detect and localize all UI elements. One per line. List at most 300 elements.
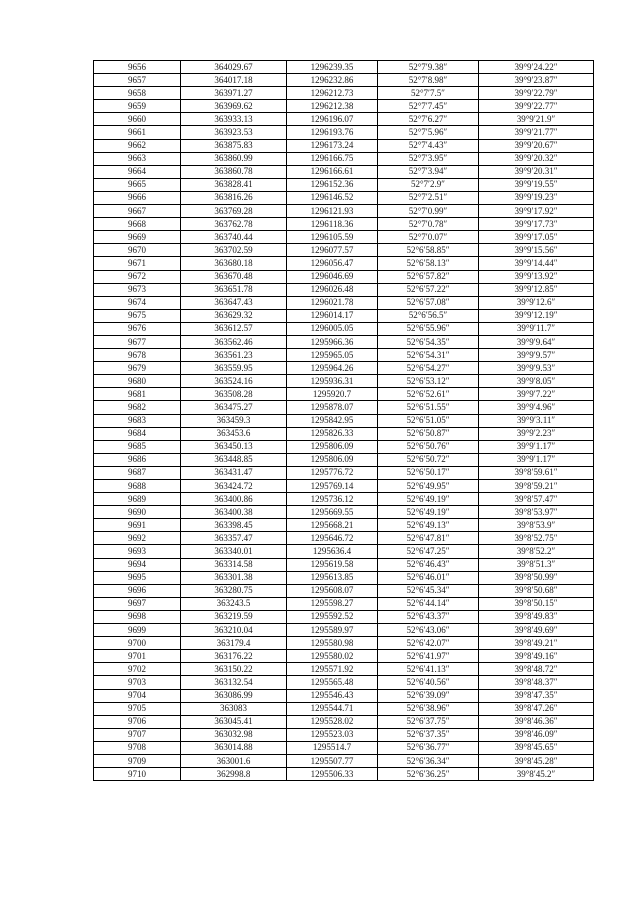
- longitude-cell: 39°9′11.7″: [479, 322, 594, 335]
- point-number-cell: 9692: [94, 532, 181, 545]
- table-row: [94, 349, 594, 362]
- table-row: [94, 375, 594, 388]
- x-coordinate-cell: 363132.54: [181, 676, 287, 689]
- y-coordinate-cell: 1295826.33: [287, 427, 378, 440]
- x-coordinate-cell: 363086.99: [181, 689, 287, 702]
- latitude-cell: 52°6′46.01″: [378, 571, 479, 584]
- table-row: [94, 453, 594, 466]
- x-coordinate-cell: 363647.43: [181, 296, 287, 309]
- latitude-cell: 52°6′36.77″: [378, 741, 479, 754]
- y-coordinate-cell: 1295528.02: [287, 715, 378, 728]
- table-row: [94, 322, 594, 335]
- longitude-cell: 39°9′12.85″: [479, 283, 594, 296]
- table-row: [94, 205, 594, 218]
- x-coordinate-cell: 363459.3: [181, 414, 287, 427]
- x-coordinate-cell: 364029.67: [181, 61, 287, 74]
- point-number-cell: 9661: [94, 126, 181, 139]
- longitude-cell: 39°9′8.05″: [479, 375, 594, 388]
- point-number-cell: 9709: [94, 754, 181, 767]
- point-number-cell: 9662: [94, 139, 181, 152]
- longitude-cell: 39°8′48.72″: [479, 663, 594, 676]
- point-number-cell: 9701: [94, 650, 181, 663]
- y-coordinate-cell: 1296232.86: [287, 74, 378, 87]
- x-coordinate-cell: 363176.22: [181, 650, 287, 663]
- latitude-cell: 52°6′46.43″: [378, 558, 479, 571]
- point-number-cell: 9710: [94, 768, 181, 781]
- longitude-cell: 39°8′45.28″: [479, 754, 594, 767]
- point-number-cell: 9660: [94, 113, 181, 126]
- point-number-cell: 9697: [94, 597, 181, 610]
- point-number-cell: 9681: [94, 388, 181, 401]
- longitude-cell: 39°9′9.64″: [479, 335, 594, 348]
- x-coordinate-cell: 363453.6: [181, 427, 287, 440]
- y-coordinate-cell: 1296077.57: [287, 244, 378, 257]
- table-row: [94, 768, 594, 781]
- x-coordinate-cell: 363680.18: [181, 257, 287, 270]
- x-coordinate-cell: 363629.32: [181, 309, 287, 322]
- latitude-cell: 52°6′41.97″: [378, 650, 479, 663]
- y-coordinate-cell: 1295523.03: [287, 728, 378, 741]
- longitude-cell: 39°9′22.77″: [479, 100, 594, 113]
- point-number-cell: 9690: [94, 506, 181, 519]
- longitude-cell: 39°9′20.32″: [479, 152, 594, 165]
- point-number-cell: 9686: [94, 453, 181, 466]
- table-row: [94, 61, 594, 74]
- latitude-cell: 52°7′2.9″: [378, 178, 479, 191]
- latitude-cell: 52°6′43.06″: [378, 624, 479, 637]
- longitude-cell: 39°8′46.36″: [479, 715, 594, 728]
- longitude-cell: 39°9′13.92″: [479, 270, 594, 283]
- y-coordinate-cell: 1295514.7: [287, 741, 378, 754]
- x-coordinate-cell: 363562.46: [181, 335, 287, 348]
- latitude-cell: 52°7′7.45″: [378, 100, 479, 113]
- latitude-cell: 52°6′55.96″: [378, 322, 479, 335]
- table-row: [94, 702, 594, 715]
- table-row: [94, 466, 594, 479]
- table-row: [94, 165, 594, 178]
- y-coordinate-cell: 1295608.07: [287, 584, 378, 597]
- latitude-cell: 52°6′41.13″: [378, 663, 479, 676]
- latitude-cell: 52°6′54.27″: [378, 362, 479, 375]
- x-coordinate-cell: 363398.45: [181, 519, 287, 532]
- longitude-cell: 39°9′9.57″: [479, 349, 594, 362]
- x-coordinate-cell: 363933.13: [181, 113, 287, 126]
- longitude-cell: 39°9′9.53″: [479, 362, 594, 375]
- point-number-cell: 9698: [94, 610, 181, 623]
- x-coordinate-cell: 363475.27: [181, 401, 287, 414]
- point-number-cell: 9658: [94, 87, 181, 100]
- x-coordinate-cell: 363045.41: [181, 715, 287, 728]
- y-coordinate-cell: 1296005.05: [287, 322, 378, 335]
- table-row: [94, 610, 594, 623]
- x-coordinate-cell: 363508.28: [181, 388, 287, 401]
- latitude-cell: 52°7′0.99″: [378, 205, 479, 218]
- y-coordinate-cell: 1296212.73: [287, 87, 378, 100]
- table-row: [94, 741, 594, 754]
- y-coordinate-cell: 1295964.26: [287, 362, 378, 375]
- latitude-cell: 52°6′40.56″: [378, 676, 479, 689]
- point-number-cell: 9687: [94, 466, 181, 479]
- y-coordinate-cell: 1295769.14: [287, 480, 378, 493]
- y-coordinate-cell: 1296212.38: [287, 100, 378, 113]
- y-coordinate-cell: 1295571.92: [287, 663, 378, 676]
- table-row: [94, 296, 594, 309]
- longitude-cell: 39°8′45.65″: [479, 741, 594, 754]
- longitude-cell: 39°9′19.23″: [479, 191, 594, 204]
- longitude-cell: 39°8′50.68″: [479, 584, 594, 597]
- x-coordinate-cell: 362998.8: [181, 768, 287, 781]
- table-row: [94, 558, 594, 571]
- x-coordinate-cell: 363431.47: [181, 466, 287, 479]
- longitude-cell: 39°8′52.75″: [479, 532, 594, 545]
- table-row: [94, 113, 594, 126]
- x-coordinate-cell: 363210.04: [181, 624, 287, 637]
- table-row: [94, 689, 594, 702]
- point-number-cell: 9705: [94, 702, 181, 715]
- table-row: [94, 440, 594, 453]
- y-coordinate-cell: 1295920.7: [287, 388, 378, 401]
- y-coordinate-cell: 1296166.75: [287, 152, 378, 165]
- y-coordinate-cell: 1295507.77: [287, 754, 378, 767]
- y-coordinate-cell: 1296193.76: [287, 126, 378, 139]
- table-row: [94, 571, 594, 584]
- y-coordinate-cell: 1295806.09: [287, 453, 378, 466]
- table-row: [94, 152, 594, 165]
- point-number-cell: 9677: [94, 335, 181, 348]
- y-coordinate-cell: 1295589.97: [287, 624, 378, 637]
- y-coordinate-cell: 1295776.72: [287, 466, 378, 479]
- point-number-cell: 9688: [94, 480, 181, 493]
- point-number-cell: 9707: [94, 728, 181, 741]
- x-coordinate-cell: 363670.48: [181, 270, 287, 283]
- x-coordinate-cell: 363740.44: [181, 231, 287, 244]
- x-coordinate-cell: 363828.41: [181, 178, 287, 191]
- latitude-cell: 52°6′50.87″: [378, 427, 479, 440]
- longitude-cell: 39°9′12.6″: [479, 296, 594, 309]
- x-coordinate-cell: 363559.95: [181, 362, 287, 375]
- longitude-cell: 39°9′3.11″: [479, 414, 594, 427]
- table-row: [94, 74, 594, 87]
- longitude-cell: 39°8′53.9″: [479, 519, 594, 532]
- y-coordinate-cell: 1295598.27: [287, 597, 378, 610]
- point-number-cell: 9682: [94, 401, 181, 414]
- latitude-cell: 52°7′5.96″: [378, 126, 479, 139]
- point-number-cell: 9673: [94, 283, 181, 296]
- y-coordinate-cell: 1295619.58: [287, 558, 378, 571]
- point-number-cell: 9668: [94, 218, 181, 231]
- point-number-cell: 9669: [94, 231, 181, 244]
- longitude-cell: 39°8′50.15″: [479, 597, 594, 610]
- x-coordinate-cell: 363001.6: [181, 754, 287, 767]
- point-number-cell: 9708: [94, 741, 181, 754]
- x-coordinate-cell: 363923.53: [181, 126, 287, 139]
- y-coordinate-cell: 1295636.4: [287, 545, 378, 558]
- y-coordinate-cell: 1296152.36: [287, 178, 378, 191]
- latitude-cell: 52°6′37.75″: [378, 715, 479, 728]
- latitude-cell: 52°6′49.13″: [378, 519, 479, 532]
- latitude-cell: 52°6′45.34″: [378, 584, 479, 597]
- x-coordinate-cell: 363400.38: [181, 506, 287, 519]
- latitude-cell: 52°6′51.55″: [378, 401, 479, 414]
- point-number-cell: 9694: [94, 558, 181, 571]
- y-coordinate-cell: 1296026.48: [287, 283, 378, 296]
- table-row: [94, 519, 594, 532]
- table-row: [94, 728, 594, 741]
- coordinates-table-body: [94, 61, 594, 781]
- x-coordinate-cell: 363971.27: [181, 87, 287, 100]
- y-coordinate-cell: 1295842.95: [287, 414, 378, 427]
- table-row: [94, 597, 594, 610]
- x-coordinate-cell: 363651.78: [181, 283, 287, 296]
- latitude-cell: 52°6′51.05″: [378, 414, 479, 427]
- point-number-cell: 9676: [94, 322, 181, 335]
- point-number-cell: 9684: [94, 427, 181, 440]
- latitude-cell: 52°6′39.09″: [378, 689, 479, 702]
- x-coordinate-cell: 363762.78: [181, 218, 287, 231]
- latitude-cell: 52°6′52.61″: [378, 388, 479, 401]
- latitude-cell: 52°7′3.94″: [378, 165, 479, 178]
- longitude-cell: 39°9′1.17″: [479, 453, 594, 466]
- y-coordinate-cell: 1295936.31: [287, 375, 378, 388]
- y-coordinate-cell: 1295646.72: [287, 532, 378, 545]
- x-coordinate-cell: 363314.58: [181, 558, 287, 571]
- table-row: [94, 624, 594, 637]
- table-row: [94, 663, 594, 676]
- latitude-cell: 52°6′47.81″: [378, 532, 479, 545]
- x-coordinate-cell: 363301.38: [181, 571, 287, 584]
- table-row: [94, 427, 594, 440]
- y-coordinate-cell: 1296021.78: [287, 296, 378, 309]
- longitude-cell: 39°9′7.22″: [479, 388, 594, 401]
- table-row: [94, 414, 594, 427]
- latitude-cell: 52°6′44.14″: [378, 597, 479, 610]
- coordinates-table: [93, 60, 594, 781]
- latitude-cell: 52°6′54.35″: [378, 335, 479, 348]
- table-row: [94, 506, 594, 519]
- latitude-cell: 52°6′43.37″: [378, 610, 479, 623]
- longitude-cell: 39°8′59.61″: [479, 466, 594, 479]
- latitude-cell: 52°7′6.27″: [378, 113, 479, 126]
- longitude-cell: 39°9′20.31″: [479, 165, 594, 178]
- point-number-cell: 9670: [94, 244, 181, 257]
- latitude-cell: 52°6′58.85″: [378, 244, 479, 257]
- longitude-cell: 39°9′24.22″: [479, 61, 594, 74]
- x-coordinate-cell: 363769.28: [181, 205, 287, 218]
- point-number-cell: 9691: [94, 519, 181, 532]
- latitude-cell: 52°6′57.82″: [378, 270, 479, 283]
- y-coordinate-cell: 1295565.48: [287, 676, 378, 689]
- x-coordinate-cell: 363424.72: [181, 480, 287, 493]
- y-coordinate-cell: 1296196.07: [287, 113, 378, 126]
- point-number-cell: 9672: [94, 270, 181, 283]
- x-coordinate-cell: 363860.78: [181, 165, 287, 178]
- x-coordinate-cell: 363400.86: [181, 493, 287, 506]
- x-coordinate-cell: 363702.59: [181, 244, 287, 257]
- point-number-cell: 9683: [94, 414, 181, 427]
- longitude-cell: 39°9′1.17″: [479, 440, 594, 453]
- point-number-cell: 9665: [94, 178, 181, 191]
- latitude-cell: 52°6′37.35″: [378, 728, 479, 741]
- table-row: [94, 637, 594, 650]
- point-number-cell: 9679: [94, 362, 181, 375]
- table-row: [94, 715, 594, 728]
- longitude-cell: 39°9′4.96″: [479, 401, 594, 414]
- latitude-cell: 52°6′57.08″: [378, 296, 479, 309]
- y-coordinate-cell: 1295806.09: [287, 440, 378, 453]
- y-coordinate-cell: 1295506.33: [287, 768, 378, 781]
- latitude-cell: 52°6′38.96″: [378, 702, 479, 715]
- latitude-cell: 52°7′7.5″: [378, 87, 479, 100]
- y-coordinate-cell: 1295580.98: [287, 637, 378, 650]
- x-coordinate-cell: 363340.01: [181, 545, 287, 558]
- y-coordinate-cell: 1295878.07: [287, 401, 378, 414]
- point-number-cell: 9703: [94, 676, 181, 689]
- point-number-cell: 9671: [94, 257, 181, 270]
- y-coordinate-cell: 1296146.52: [287, 191, 378, 204]
- longitude-cell: 39°8′51.3″: [479, 558, 594, 571]
- x-coordinate-cell: 363875.83: [181, 139, 287, 152]
- x-coordinate-cell: 363524.16: [181, 375, 287, 388]
- table-row: [94, 493, 594, 506]
- x-coordinate-cell: 363357.47: [181, 532, 287, 545]
- point-number-cell: 9702: [94, 663, 181, 676]
- x-coordinate-cell: 363280.75: [181, 584, 287, 597]
- point-number-cell: 9706: [94, 715, 181, 728]
- longitude-cell: 39°8′45.2″: [479, 768, 594, 781]
- table-row: [94, 231, 594, 244]
- table-row: [94, 244, 594, 257]
- longitude-cell: 39°8′49.69″: [479, 624, 594, 637]
- longitude-cell: 39°8′50.99″: [479, 571, 594, 584]
- table-row: [94, 401, 594, 414]
- point-number-cell: 9699: [94, 624, 181, 637]
- x-coordinate-cell: 364017.18: [181, 74, 287, 87]
- longitude-cell: 39°8′49.16″: [479, 650, 594, 663]
- point-number-cell: 9700: [94, 637, 181, 650]
- table-row: [94, 257, 594, 270]
- y-coordinate-cell: 1296046.69: [287, 270, 378, 283]
- table-row: [94, 480, 594, 493]
- point-number-cell: 9675: [94, 309, 181, 322]
- point-number-cell: 9664: [94, 165, 181, 178]
- point-number-cell: 9695: [94, 571, 181, 584]
- longitude-cell: 39°9′15.56″: [479, 244, 594, 257]
- y-coordinate-cell: 1295736.12: [287, 493, 378, 506]
- latitude-cell: 52°6′49.19″: [378, 506, 479, 519]
- latitude-cell: 52°6′50.76″: [378, 440, 479, 453]
- y-coordinate-cell: 1295966.36: [287, 335, 378, 348]
- longitude-cell: 39°9′19.55″: [479, 178, 594, 191]
- longitude-cell: 39°8′53.97″: [479, 506, 594, 519]
- latitude-cell: 52°6′36.34″: [378, 754, 479, 767]
- point-number-cell: 9659: [94, 100, 181, 113]
- x-coordinate-cell: 363448.85: [181, 453, 287, 466]
- x-coordinate-cell: 363561.23: [181, 349, 287, 362]
- longitude-cell: 39°8′59.21″: [479, 480, 594, 493]
- x-coordinate-cell: 363816.26: [181, 191, 287, 204]
- longitude-cell: 39°8′46.09″: [479, 728, 594, 741]
- x-coordinate-cell: 363860.99: [181, 152, 287, 165]
- point-number-cell: 9704: [94, 689, 181, 702]
- latitude-cell: 52°6′57.22″: [378, 283, 479, 296]
- y-coordinate-cell: 1295580.02: [287, 650, 378, 663]
- x-coordinate-cell: 363450.13: [181, 440, 287, 453]
- y-coordinate-cell: 1295546.43: [287, 689, 378, 702]
- table-row: [94, 388, 594, 401]
- point-number-cell: 9663: [94, 152, 181, 165]
- x-coordinate-cell: 363083: [181, 702, 287, 715]
- latitude-cell: 52°7′8.98″: [378, 74, 479, 87]
- y-coordinate-cell: 1296014.17: [287, 309, 378, 322]
- longitude-cell: 39°9′17.73″: [479, 218, 594, 231]
- table-row: [94, 532, 594, 545]
- y-coordinate-cell: 1296166.61: [287, 165, 378, 178]
- x-coordinate-cell: 363243.5: [181, 597, 287, 610]
- table-row: [94, 309, 594, 322]
- point-number-cell: 9685: [94, 440, 181, 453]
- table-row: [94, 191, 594, 204]
- y-coordinate-cell: 1296173.24: [287, 139, 378, 152]
- table-row: [94, 218, 594, 231]
- table-row: [94, 650, 594, 663]
- y-coordinate-cell: 1296056.47: [287, 257, 378, 270]
- x-coordinate-cell: 363969.62: [181, 100, 287, 113]
- table-row: [94, 283, 594, 296]
- table-row: [94, 139, 594, 152]
- y-coordinate-cell: 1295592.52: [287, 610, 378, 623]
- latitude-cell: 52°6′42.07″: [378, 637, 479, 650]
- latitude-cell: 52°7′0.07″: [378, 231, 479, 244]
- latitude-cell: 52°6′56.5″: [378, 309, 479, 322]
- point-number-cell: 9696: [94, 584, 181, 597]
- longitude-cell: 39°9′21.77″: [479, 126, 594, 139]
- table-row: [94, 362, 594, 375]
- latitude-cell: 52°6′54.31″: [378, 349, 479, 362]
- y-coordinate-cell: 1295669.55: [287, 506, 378, 519]
- longitude-cell: 39°8′48.37″: [479, 676, 594, 689]
- latitude-cell: 52°6′53.12″: [378, 375, 479, 388]
- longitude-cell: 39°9′23.87″: [479, 74, 594, 87]
- latitude-cell: 52°6′47.25″: [378, 545, 479, 558]
- point-number-cell: 9678: [94, 349, 181, 362]
- table-row: [94, 100, 594, 113]
- latitude-cell: 52°6′49.19″: [378, 493, 479, 506]
- latitude-cell: 52°7′0.78″: [378, 218, 479, 231]
- longitude-cell: 39°8′47.26″: [479, 702, 594, 715]
- point-number-cell: 9666: [94, 191, 181, 204]
- point-number-cell: 9656: [94, 61, 181, 74]
- x-coordinate-cell: 363014.88: [181, 741, 287, 754]
- table-row: [94, 178, 594, 191]
- latitude-cell: 52°7′4.43″: [378, 139, 479, 152]
- y-coordinate-cell: 1296118.36: [287, 218, 378, 231]
- latitude-cell: 52°6′36.25″: [378, 768, 479, 781]
- latitude-cell: 52°6′49.95″: [378, 480, 479, 493]
- y-coordinate-cell: 1295544.71: [287, 702, 378, 715]
- y-coordinate-cell: 1296239.35: [287, 61, 378, 74]
- longitude-cell: 39°9′22.79″: [479, 87, 594, 100]
- x-coordinate-cell: 363032.98: [181, 728, 287, 741]
- table-row: [94, 335, 594, 348]
- table-row: [94, 545, 594, 558]
- latitude-cell: 52°6′50.17″: [378, 466, 479, 479]
- y-coordinate-cell: 1295613.85: [287, 571, 378, 584]
- longitude-cell: 39°8′49.21″: [479, 637, 594, 650]
- table-row: [94, 270, 594, 283]
- longitude-cell: 39°9′14.44″: [479, 257, 594, 270]
- longitude-cell: 39°8′47.35″: [479, 689, 594, 702]
- x-coordinate-cell: 363150.22: [181, 663, 287, 676]
